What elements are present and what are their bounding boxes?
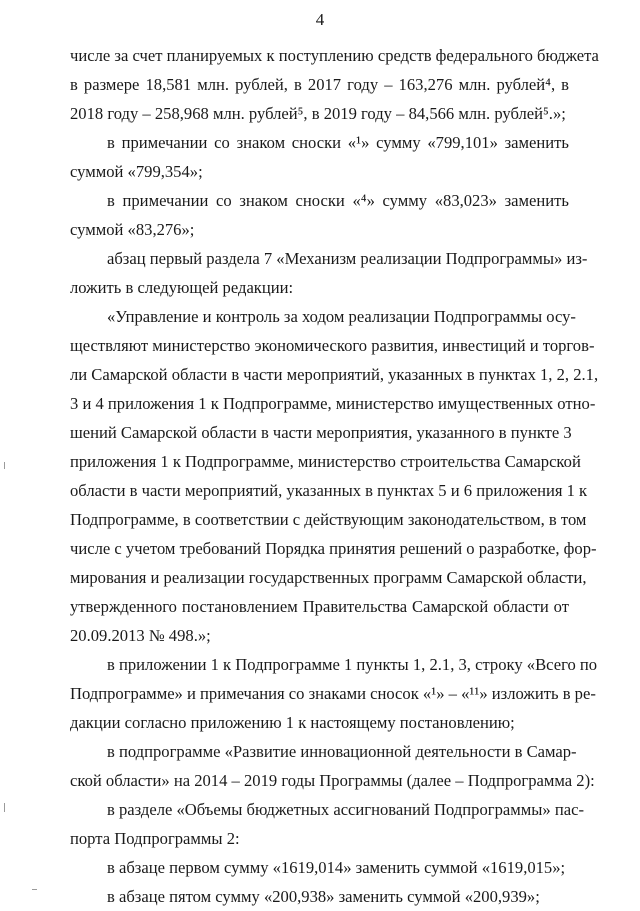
text-line: 2018 году – 258,968 млн. рублей⁵, в 2019 году – 84,566 млн. рублей⁵.»; (70, 104, 566, 123)
text-line: ложить в следующей редакции: (70, 278, 294, 297)
text-line: в размере 18,581 млн. рублей, в 2017 году – 163,276 млн. рублей⁴, в (70, 75, 569, 94)
text-line: области в части мероприятий, указанных в пунктах 5 и 6 приложения 1 к (70, 481, 588, 500)
document-body (70, 41, 599, 911)
text-line: ли Самарской области в части мероприятий, указанных в пунктах 1, 2, 2.1, (70, 365, 599, 384)
paragraph (70, 650, 598, 737)
text-line: Подпрограмме» и примечания со знаками сносок «¹» – «¹¹» изложить в ре- (70, 684, 596, 703)
paragraph (70, 128, 569, 186)
text-line: утвержденного постановлением Правительства Самарской области от (70, 597, 569, 616)
text-line: в абзаце первом сумму «1619,014» заменить суммой «1619,015»; (107, 858, 566, 877)
text-line: в разделе «Объемы бюджетных ассигнований Подпрограммы» пас- (107, 800, 584, 819)
paragraph (70, 853, 569, 882)
text-line: приложения 1 к Подпрограмме, министерство строительства Самарской (70, 452, 581, 471)
paragraph (70, 795, 584, 853)
text-line: в примечании со знаком сноски «⁴» сумму «83,023» заменить (107, 191, 569, 210)
paragraph (70, 186, 569, 244)
text-line: в подпрограмме «Развитие инновационной деятельности в Самар- (107, 742, 577, 761)
paragraph (70, 302, 599, 650)
scan-mark (4, 803, 5, 812)
text-line: шений Самарской области в части мероприятия, указанного в пункте 3 (70, 423, 572, 442)
scan-mark (32, 889, 37, 890)
text-line: ществляют министерство экономического развития, инвестиций и торгов- (70, 336, 595, 355)
text-line: дакции согласно приложению 1 к настоящему постановлению; (70, 713, 515, 732)
paragraph (70, 41, 599, 128)
text-line: суммой «83,276»; (70, 220, 195, 239)
text-line: суммой «799,354»; (70, 162, 203, 181)
text-line: в приложении 1 к Подпрограмме 1 пункты 1, 2.1, 3, строку «Всего по (107, 655, 598, 674)
scan-mark (4, 462, 5, 469)
text-line: в абзаце пятом сумму «200,938» заменить суммой «200,939»; (107, 887, 540, 906)
text-line: числе за счет планируемых к поступлению средств федерального бюджета (70, 46, 599, 65)
text-line: ской области» на 2014 – 2019 годы Программы (далее – Подпрограмма 2): (70, 771, 595, 790)
text-line: «Управление и контроль за ходом реализации Подпрограммы осу- (107, 307, 576, 326)
text-line: 20.09.2013 № 498.»; (70, 626, 211, 645)
paragraph (70, 737, 595, 795)
text-line: порта Подпрограммы 2: (70, 829, 240, 848)
paragraph (70, 244, 588, 302)
text-line: 3 и 4 приложения 1 к Подпрограмме, министерство имущественных отно- (70, 394, 596, 413)
paragraph (70, 882, 569, 911)
text-line: абзац первый раздела 7 «Механизм реализации Подпрограммы» из- (107, 249, 588, 268)
text-line: в примечании со знаком сноски «¹» сумму «799,101» заменить (107, 133, 569, 152)
page-number: 4 (315, 10, 325, 29)
text-line: мирования и реализации государственных программ Самарской области, (70, 568, 587, 587)
text-line: числе с учетом требований Порядка принятия решений о разработке, фор- (70, 539, 597, 558)
text-line: Подпрограмме, в соответствии с действующим законодательством, в том (70, 510, 587, 529)
